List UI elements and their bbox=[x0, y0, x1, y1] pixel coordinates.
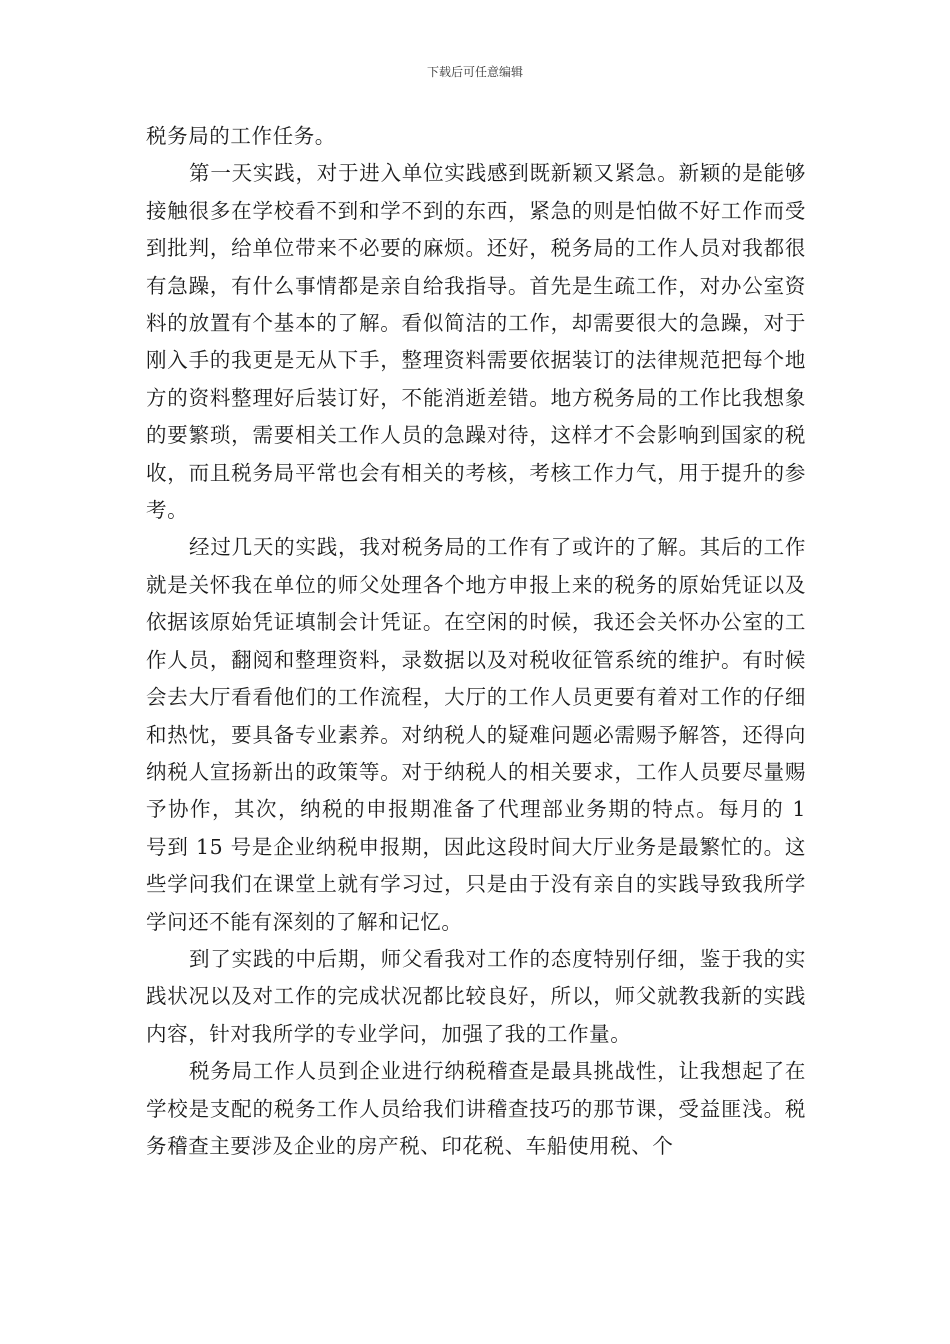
paragraph-few-days: 经过几天的实践，我对税务局的工作有了或许的了解。其后的工作就是关怀我在单位的师父处理各个地方申报上来的税务的原始凭证以及依据该原始凭证填制会计凭证。在空闲的时候，我还会关怀办公室的工作人员，翻阅和整理资料，录数据以及对税收征管系统的维护。有时候会去大厅看看他们的工作流程，大厅的工作人员更要有着对工作的仔细和热忱，要具备专业素养。对纳税人的疑难问题必需赐予解答，还得向纳税人宣扬新出的政策等。对于纳税人的相关要求，工作人员要尽量赐予协作，其次，纳税的申报期准备了代理部业务期的特点。每月的 1 号到 15 号是企业纳税申报期，因此这段时间大厅业务是最繁忙的。这些学问我们在课堂上就有学习过，只是由于没有亲自的实践导致我所学学问还不能有深刻的了解和记忆。 bbox=[146, 535, 806, 934]
document-body bbox=[146, 118, 806, 1165]
paragraph-inspection: 税务局工作人员到企业进行纳税稽查是最具挑战性，让我想起了在学校是支配的税务工作人员给我们讲稽查技巧的那节课，受益匪浅。税务稽查主要涉及企业的房产税、印花税、车船使用税、个 bbox=[146, 1059, 806, 1158]
paragraph-continuation: 税务局的工作任务。 bbox=[146, 124, 336, 148]
paragraph-first-day: 第一天实践，对于进入单位实践感到既新颖又紧急。新颖的是能够接触很多在学校看不到和学不到的东西，紧急的则是怕做不好工作而受到批判，给单位带来不必要的麻烦。还好，税务局的工作人员对我都很有急躁，有什么事情都是亲自给我指导。首先是生疏工作，对办公室资料的放置有个基本的了解。看似简洁的工作，却需要很大的急躁，对于刚入手的我更是无从下手，整理资料需要依据装订的法律规范把每个地方的资料整理好后装订好，不能消逝差错。地方税务局的工作比我想象的要繁琐，需要相关工作人员的急躁对待，这样才不会影响到国家的税收，而且税务局平常也会有相关的考核，考核工作力气，用于提升的参考。 bbox=[146, 161, 806, 523]
paragraph-mid-late: 到了实践的中后期，师父看我对工作的态度特别仔细，鉴于我的实践状况以及对工作的完成状况都比较良好，所以，师父就教我新的实践内容，针对我所学的专业学问，加强了我的工作量。 bbox=[146, 946, 806, 1046]
page-header: 下载后可任意编辑 bbox=[426, 65, 523, 79]
